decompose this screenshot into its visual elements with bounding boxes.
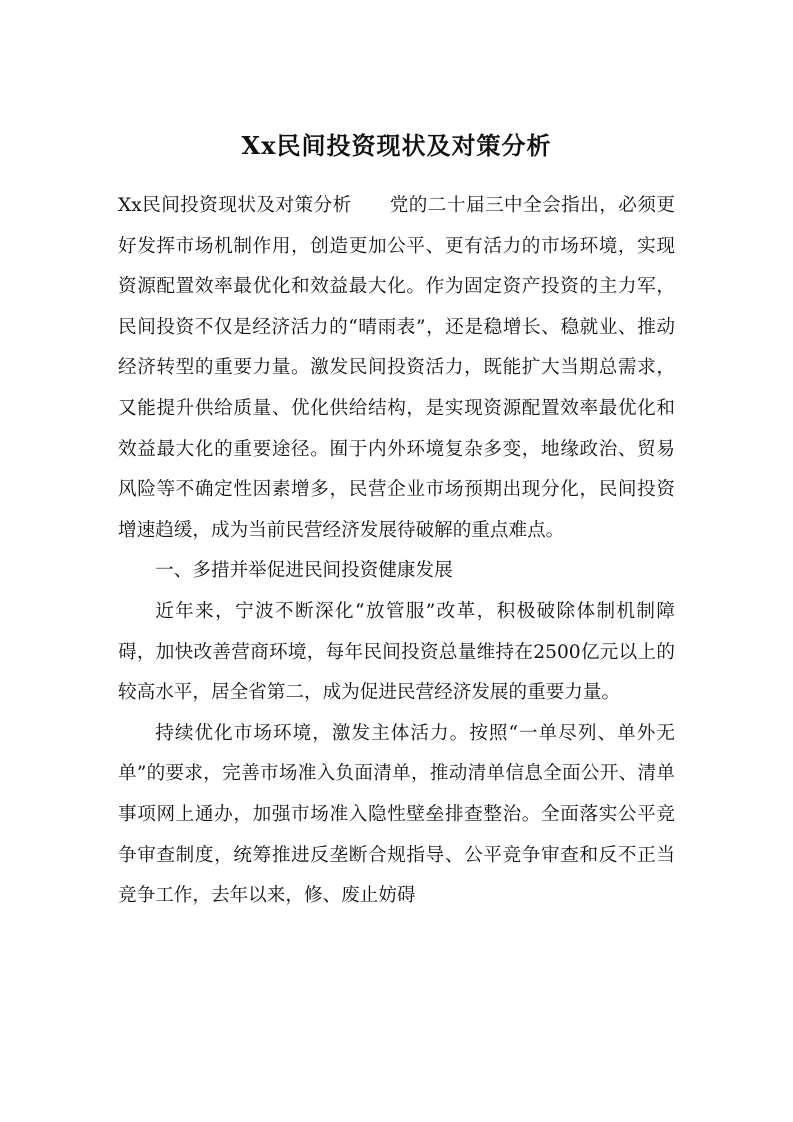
body-paragraph-3: 持续优化市场环境，激发主体活力。按照“一单尽列、单外无单”的要求，完善市场准入负面清单，推动清单信息全面公开、清单事项网上通办，加强市场准入隐性壁垒排查整治。全面落实公平竞争审查制度，统筹推进反垄断合规指导、公平竞争审查和反不正当竞争工作，去年以来，修、废止妨碍: [118, 722, 675, 907]
body-paragraph-2: 近年来，宁波不断深化“放管服”改革，积极破除体制机制障碍，加快改善营商环境，每年民间投资总量维持在2500亿元以上的较高水平，居全省第二，成为促进民营经济发展的重要力量。: [118, 600, 675, 704]
document-title: Xx民间投资现状及对策分析: [241, 131, 552, 160]
document-page: [118, 124, 675, 917]
body-paragraph-intro: Xx民间投资现状及对策分析 党的二十届三中全会指出，必须更好发挥市场机制作用，创造更加公平、更有活力的市场环境，实现资源配置效率最优化和效益最大化。作为固定资产投资的主力军，民间投资不仅是经济活力的“晴雨表”，还是稳增长、稳就业、推动经济转型的重要力量。激发民间投资活力，既能扩大当期总需求，又能提升供给质量、优化供给结构，是实现资源配置效率最优化和效益最大化的重要途径。囿于内外环境复杂多变，地缘政治、贸易风险等不确定性因素增多，民营企业市场预期出现分化，民间投资增速趋缓，成为当前民营经济发展待破解的重点难点。: [118, 195, 675, 541]
section-heading-1: 一、多措并举促进民间投资健康发展: [155, 560, 453, 582]
